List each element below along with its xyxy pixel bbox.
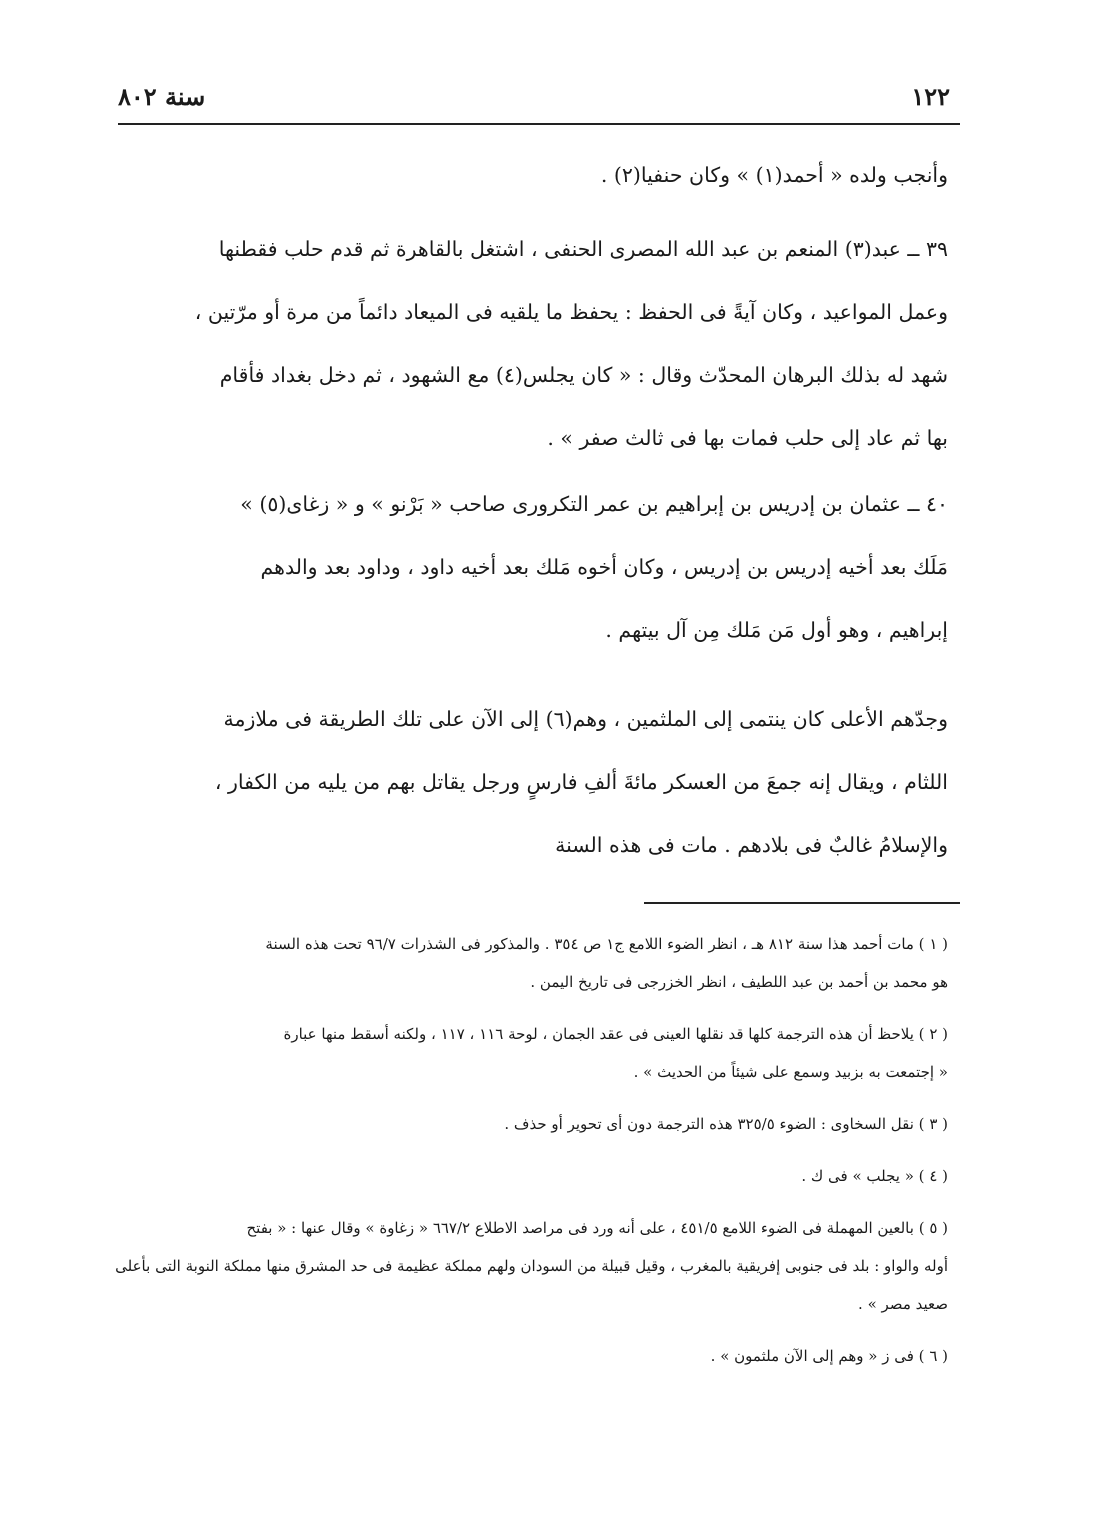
footnote-line: ( ١ ) مات أحمد هذا سنة ٨١٢ هـ ، انظر الضوء اللامع ج١ ص ٣٥٤ . والمذكور فى الشذرات ٩٦/٧ تحت هذه السنة — [265, 935, 948, 953]
footnote-line: ( ٤ ) « يجلب » فى ك . — [801, 1167, 948, 1185]
text-line: مَلَك بعد أخيه إدريس بن إدريس ، وكان أخوه مَلك بعد أخيه داود ، وداود بعد والدهم — [260, 555, 948, 579]
footnote-1 — [118, 925, 948, 1001]
footnote-line: أوله والواو : بلد فى جنوبى إفريقية بالمغرب ، وقيل قبيلة من السودان ولهم مملكة عظيمة فى حد المشرق منها مملكة النوبة التى بأعلى — [115, 1257, 948, 1275]
footnote-line: ( ٥ ) بالعين المهملة فى الضوء اللامع ٤٥١/٥ ، على أنه ورد فى مراصد الاطلاع ٦٦٧/٢ « زغاوة » وقال عنها : « بفتح — [246, 1219, 948, 1237]
header-rule — [118, 123, 960, 125]
footnote-line: ( ٢ ) يلاحظ أن هذه الترجمة كلها قد نقلها العينى فى عقد الجمان ، لوحة ١١٦ ، ١١٧ ، ولكنه أسقط منها عبارة — [283, 1025, 948, 1043]
footnote-2 — [118, 1015, 948, 1091]
text-line: وعمل المواعيد ، وكان آيةً فى الحفظ : يحفظ ما يلقيه فى الميعاد دائماً من مرة أو مرّتين ، — [194, 300, 948, 324]
text-line: شهد له بذلك البرهان المحدّث وقال : « كان يجلس(٤) مع الشهود ، ثم دخل بغداد فأقام — [219, 363, 948, 387]
text-line: بها ثم عاد إلى حلب فمات بها فى ثالث صفر » . — [547, 426, 948, 450]
page-header — [118, 82, 960, 118]
text-line: وجدّهم الأعلى كان ينتمى إلى الملثمين ، وهم(٦) إلى الآن على تلك الطريقة فى ملازمة — [223, 707, 948, 731]
footnote-line: ( ٦ ) فى ز « وهم إلى الآن ملثمون » . — [710, 1347, 948, 1365]
running-year-title: سنة ٨٠٢ — [118, 82, 206, 111]
text-line: وأنجب ولده « أحمد(١) » وكان حنفيا(٢) . — [600, 163, 948, 187]
footnote-3 — [118, 1105, 948, 1143]
footnote-6 — [118, 1337, 948, 1375]
text-line: ٣٩ ــ عبد(٣) المنعم بن عبد الله المصرى الحنفى ، اشتغل بالقاهرة ثم قدم حلب فقطنها — [218, 237, 948, 261]
text-line: إبراهيم ، وهو أول مَن مَلك مِن آل بيتهم . — [605, 618, 948, 642]
footnote-line: صعيد مصر » . — [858, 1295, 948, 1313]
text-line: ٤٠ ــ عثمان بن إدريس بن إبراهيم بن عمر التكرورى صاحب « بَرْنو » و « زغاى(٥) » — [240, 492, 948, 516]
footnote-line: ( ٣ ) نقل السخاوى : الضوء ٣٢٥/٥ هذه الترجمة دون أى تحوير أو حذف . — [504, 1115, 948, 1133]
intro-paragraph — [118, 144, 948, 207]
biography-entry-39 — [118, 218, 948, 470]
biography-entry-40 — [118, 473, 948, 662]
footnote-separator — [644, 902, 960, 904]
footnote-line: « إجتمعت به بزبيد وسمع على شيئاً من الحديث » . — [633, 1063, 948, 1081]
footnote-4 — [118, 1157, 948, 1195]
text-line: والإسلامُ غالبٌ فى بلادهم . مات فى هذه السنة — [555, 833, 948, 857]
footnote-line: هو محمد بن أحمد بن عبد اللطيف ، انظر الخزرجى فى تاريخ اليمن . — [530, 973, 948, 991]
footnotes — [115, 925, 948, 1389]
text-line: اللثام ، ويقال إنه جمعَ من العسكر مائةَ ألفِ فارسٍ ورجل يقاتل بهم من يليه من الكفار ، — [214, 770, 948, 794]
page-number: ١٢٢ — [911, 82, 950, 111]
footnote-5 — [115, 1209, 948, 1323]
continuation-paragraph — [118, 688, 948, 877]
